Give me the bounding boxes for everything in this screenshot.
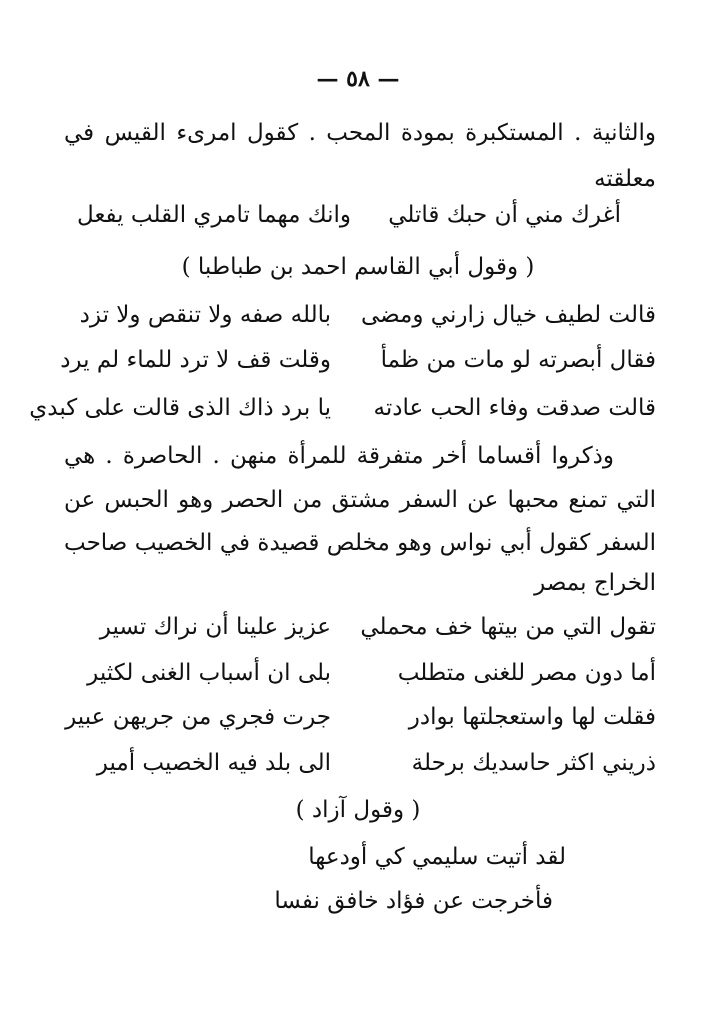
section-heading: ( وقول أبي القاسم احمد بن طباطبا ) <box>181 254 535 280</box>
page-number: — ٥٨ — <box>316 66 400 92</box>
verse-hemistich-left: عزيز علينا أن نراك تسير <box>99 614 331 640</box>
verse-hemistich-left: وانك مهما تامري القلب يفعل <box>77 202 351 228</box>
verse-hemistich-right: قالت لطيف خيال زارني ومضى <box>360 302 656 328</box>
verse-hemistich-left: يا برد ذاك الذى قالت على كبدي <box>29 395 331 421</box>
verse-hemistich-left: الى بلد فيه الخصيب أمير <box>96 750 331 776</box>
verse-hemistich-right: أغرك مني أن حبك قاتلي <box>388 202 621 228</box>
prose-line: التي تمنع محبها عن السفر مشتق من الحصر وهو الحبس عن <box>64 487 656 513</box>
verse-hemistich-left: بالله صفه ولا تنقص ولا تزد <box>79 302 331 328</box>
verse-hemistich-right: ذريني اكثر حاسديك برحلة <box>411 750 656 776</box>
verse-hemistich-right: فقال أبصرته لو مات من ظمأ <box>380 347 656 373</box>
prose-line: والثانية . المستكبرة بمودة المحب . كقول امرىء القيس في <box>64 120 656 146</box>
prose-line: وذكروا أقساما أخر متفرقة للمرأة منهن . الحاصرة . هي <box>64 443 614 469</box>
verse-hemistich-left: بلى ان أسباب الغنى لكثير <box>87 660 331 686</box>
verse-hemistich-left: وقلت قف لا ترد للماء لم يرد <box>60 347 331 373</box>
verse-hemistich-right: تقول التي من بيتها خف محملي <box>360 614 656 640</box>
section-heading: ( وقول آزاد ) <box>295 797 421 823</box>
verse-line: فأخرجت عن فؤاد خافق نفسا <box>274 888 553 914</box>
prose-line: معلقته <box>594 166 656 192</box>
verse-hemistich-right: أما دون مصر للغنى متطلب <box>397 660 656 686</box>
verse-hemistich-right: قالت صدقت وفاء الحب عادته <box>373 395 656 421</box>
verse-hemistich-right: فقلت لها واستعجلتها بوادر <box>408 704 656 730</box>
verse-line: لقد أتيت سليمي كي أودعها <box>308 844 566 870</box>
verse-hemistich-left: جرت فجري من جريهن عبير <box>65 704 331 730</box>
prose-line: الخراج بمصر <box>534 570 656 596</box>
prose-line: السفر كقول أبي نواس وهو مخلص قصيدة في الخصيب صاحب <box>64 530 656 556</box>
